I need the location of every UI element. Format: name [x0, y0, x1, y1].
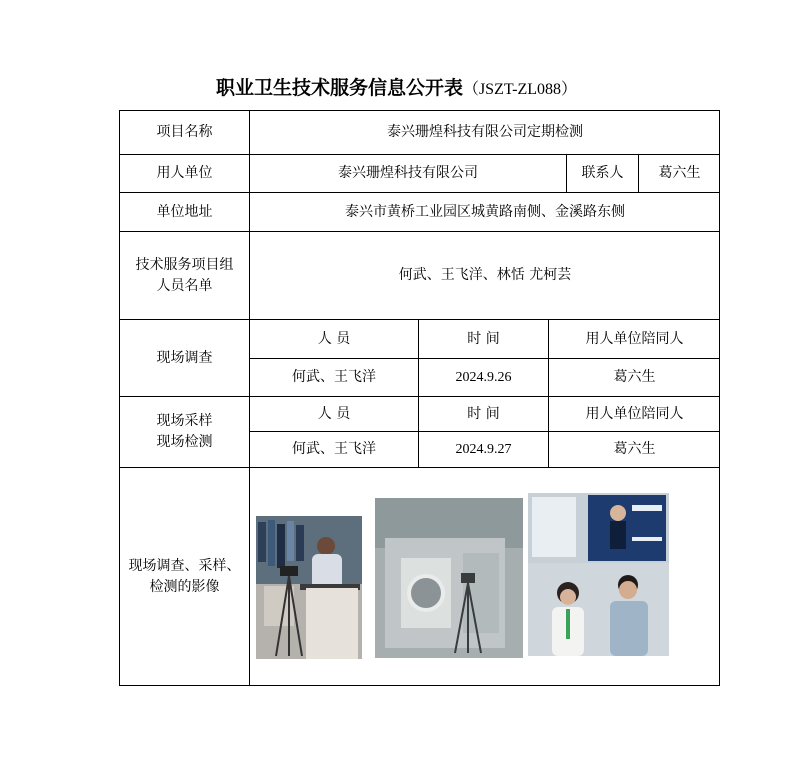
team-value: 何武、王飞洋、林恬 尤柯芸 — [398, 267, 572, 283]
sampling-col-escort: 用人单位陪同人 — [585, 405, 684, 422]
project-name-value: 泰兴珊煌科技有限公司定期检测 — [387, 124, 583, 140]
title-code: （JSZT-ZL088） — [462, 81, 578, 98]
sampling-label-line1: 现场采样 — [156, 413, 213, 429]
survey-date: 2024.9.26 — [455, 370, 512, 385]
project-name-label: 项目名称 — [156, 124, 213, 140]
sampling-label — [120, 397, 249, 467]
team-label-line1: 技术服务项目组 — [135, 256, 234, 273]
survey-col-time: 时 间 — [467, 330, 500, 347]
sampling-escort: 葛六生 — [613, 441, 656, 457]
images-label-line2: 检测的影像 — [149, 578, 220, 595]
employer-value: 泰兴珊煌科技有限公司 — [338, 165, 478, 181]
title-main: 职业卫生技术服务信息公开表 — [215, 77, 463, 99]
sampling-people: 何武、王飞洋 — [292, 441, 376, 457]
employer-label: 用人单位 — [156, 165, 213, 181]
sampling-date: 2024.9.27 — [455, 442, 512, 457]
document-title — [0, 76, 793, 102]
photo-staff-portrait — [528, 493, 669, 656]
photo-equipment-room — [375, 498, 523, 658]
address-label: 单位地址 — [156, 203, 213, 220]
survey-escort: 葛六生 — [613, 369, 656, 385]
survey-label: 现场调查 — [156, 349, 213, 366]
images-label-line1: 现场调查、采样、 — [128, 557, 241, 574]
sampling-label-line2: 现场检测 — [156, 434, 213, 450]
survey-col-escort: 用人单位陪同人 — [585, 330, 684, 347]
address-value: 泰兴市黄桥工业园区城黄路南侧、金溪路东侧 — [345, 203, 625, 220]
images-label — [120, 468, 249, 685]
photo-workshop-sampling — [256, 516, 362, 659]
contact-value: 葛六生 — [658, 165, 701, 181]
contact-label: 联系人 — [581, 165, 624, 181]
sampling-col-time: 时 间 — [467, 405, 500, 422]
team-label-line2: 人员名单 — [156, 277, 213, 294]
survey-people: 何武、王飞洋 — [292, 369, 376, 385]
survey-col-people: 人 员 — [317, 330, 351, 347]
sampling-col-people: 人 员 — [317, 405, 351, 422]
info-table — [119, 110, 720, 686]
team-label — [120, 232, 249, 319]
